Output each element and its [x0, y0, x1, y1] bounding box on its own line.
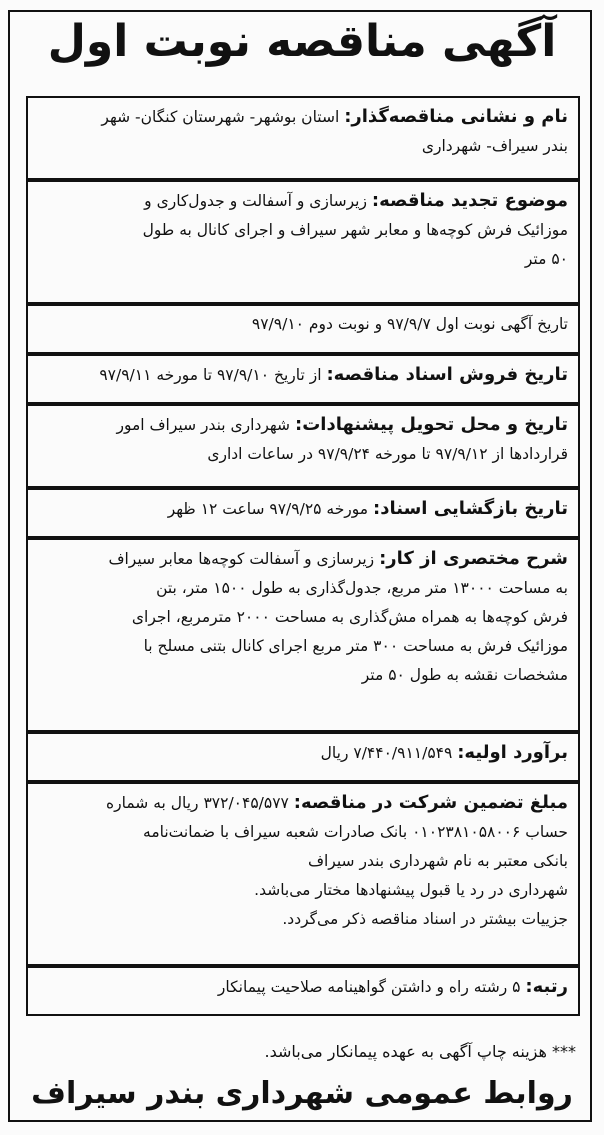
employer-section: [26, 96, 580, 180]
opening-section: [26, 488, 580, 538]
sale-dates-label: تاریخ فروش اسناد مناقصه:: [326, 364, 568, 385]
notice-title: آگهی مناقصه نوبت اول: [47, 16, 557, 67]
opening-label: تاریخ بازگشایی اسناد:: [373, 498, 568, 519]
sale-dates-line: از تاریخ ۹۷/۹/۱۰ تا مورخه ۹۷/۹/۱۱: [99, 366, 322, 384]
opening-line: مورخه ۹۷/۹/۲۵ ساعت ۱۲ ظهر: [167, 500, 369, 518]
subject-line-2: موزائیک فرش کوچه‌ها و معابر شهر سیراف و اجرای کانال به طول: [142, 221, 568, 239]
guarantee-line-1: ۳۷۲/۰۴۵/۵۷۷ ریال به شماره: [106, 794, 289, 812]
guarantee-line-2: حساب ۰۱۰۲۳۸۱۰۵۸۰۰۶ بانک صادرات شعبه سیراف با ضمانت‌نامه: [143, 823, 568, 841]
rank-line: ۵ رشته راه و داشتن گواهینامه صلاحیت پیمانکار: [217, 978, 521, 996]
delivery-line-2: قراردادها از ۹۷/۹/۱۲ تا مورخه ۹۷/۹/۲۴ در ساعات اداری: [207, 445, 568, 463]
estimate-line: ۷/۴۴۰/۹۱۱/۵۴۹ ریال: [320, 744, 453, 762]
employer-line-1: استان بوشهر- شهرستان کنگان- شهر: [101, 108, 340, 126]
guarantee-section: [26, 782, 580, 966]
subject-label: موضوع تجدید مناقصه:: [371, 190, 568, 211]
employer-label: نام و نشانی مناقصه‌گذار:: [344, 106, 568, 127]
description-line-5: مشخصات نقشه به طول ۵۰ متر: [361, 666, 568, 684]
subject-line-1: زیرسازی و آسفالت و جدول‌کاری و: [144, 192, 367, 210]
rank-section: [26, 966, 580, 1016]
estimate-section: [26, 732, 580, 782]
description-line-1: زیرسازی و آسفالت کوچه‌ها معابر سیراف: [108, 550, 375, 568]
sale-dates-section: [26, 354, 580, 404]
description-section: [26, 538, 580, 732]
publication-dates-section: [26, 304, 580, 354]
delivery-section: [26, 404, 580, 488]
subject-line-3: ۵۰ متر: [524, 250, 568, 268]
description-line-4: موزائیک فرش به مساحت ۳۰۰ متر مربع اجرای کانال بتنی مسلح با: [143, 637, 568, 655]
description-label: شرح مختصری از کار:: [379, 548, 568, 569]
delivery-label: تاریخ و محل تحویل پیشنهادات:: [295, 414, 568, 435]
guarantee-line-3: بانکی معتبر به نام شهرداری بندر سیراف: [307, 852, 568, 870]
publication-dates-line: تاریخ آگهی نوبت اول ۹۷/۹/۷ و نوبت دوم ۹۷/۹/۱۰: [251, 315, 568, 333]
printing-cost-note: *** هزینه چاپ آگهی به عهده پیمانکار می‌باشد.: [264, 1042, 576, 1061]
description-line-2: به مساحت ۱۳۰۰۰ متر مربع، جدول‌گذاری به طول ۱۵۰۰ متر، بتن: [156, 579, 568, 597]
description-line-3: فرش کوچه‌ها به همراه مش‌گذاری به مساحت ۲۰۰۰ مترمربع، اجرای: [131, 608, 568, 626]
subject-section: [26, 180, 580, 304]
guarantee-line-4: شهرداری در رد یا قبول پیشنهادها مختار می‌باشد.: [254, 881, 568, 899]
employer-line-2: بندر سیراف- شهرداری: [421, 137, 568, 155]
delivery-line-1: شهرداری بندر سیراف امور: [116, 416, 291, 434]
estimate-label: برآورد اولیه:: [457, 742, 568, 763]
rank-label: رتبه:: [525, 976, 568, 997]
guarantee-line-5: جزییات بیشتر در اسناد مناقصه ذکر می‌گردد.: [282, 910, 568, 928]
guarantee-label: مبلغ تضمین شرکت در مناقصه:: [293, 792, 568, 813]
public-relations-signature: روابط عمومی شهرداری بندر سیراف: [31, 1076, 573, 1111]
